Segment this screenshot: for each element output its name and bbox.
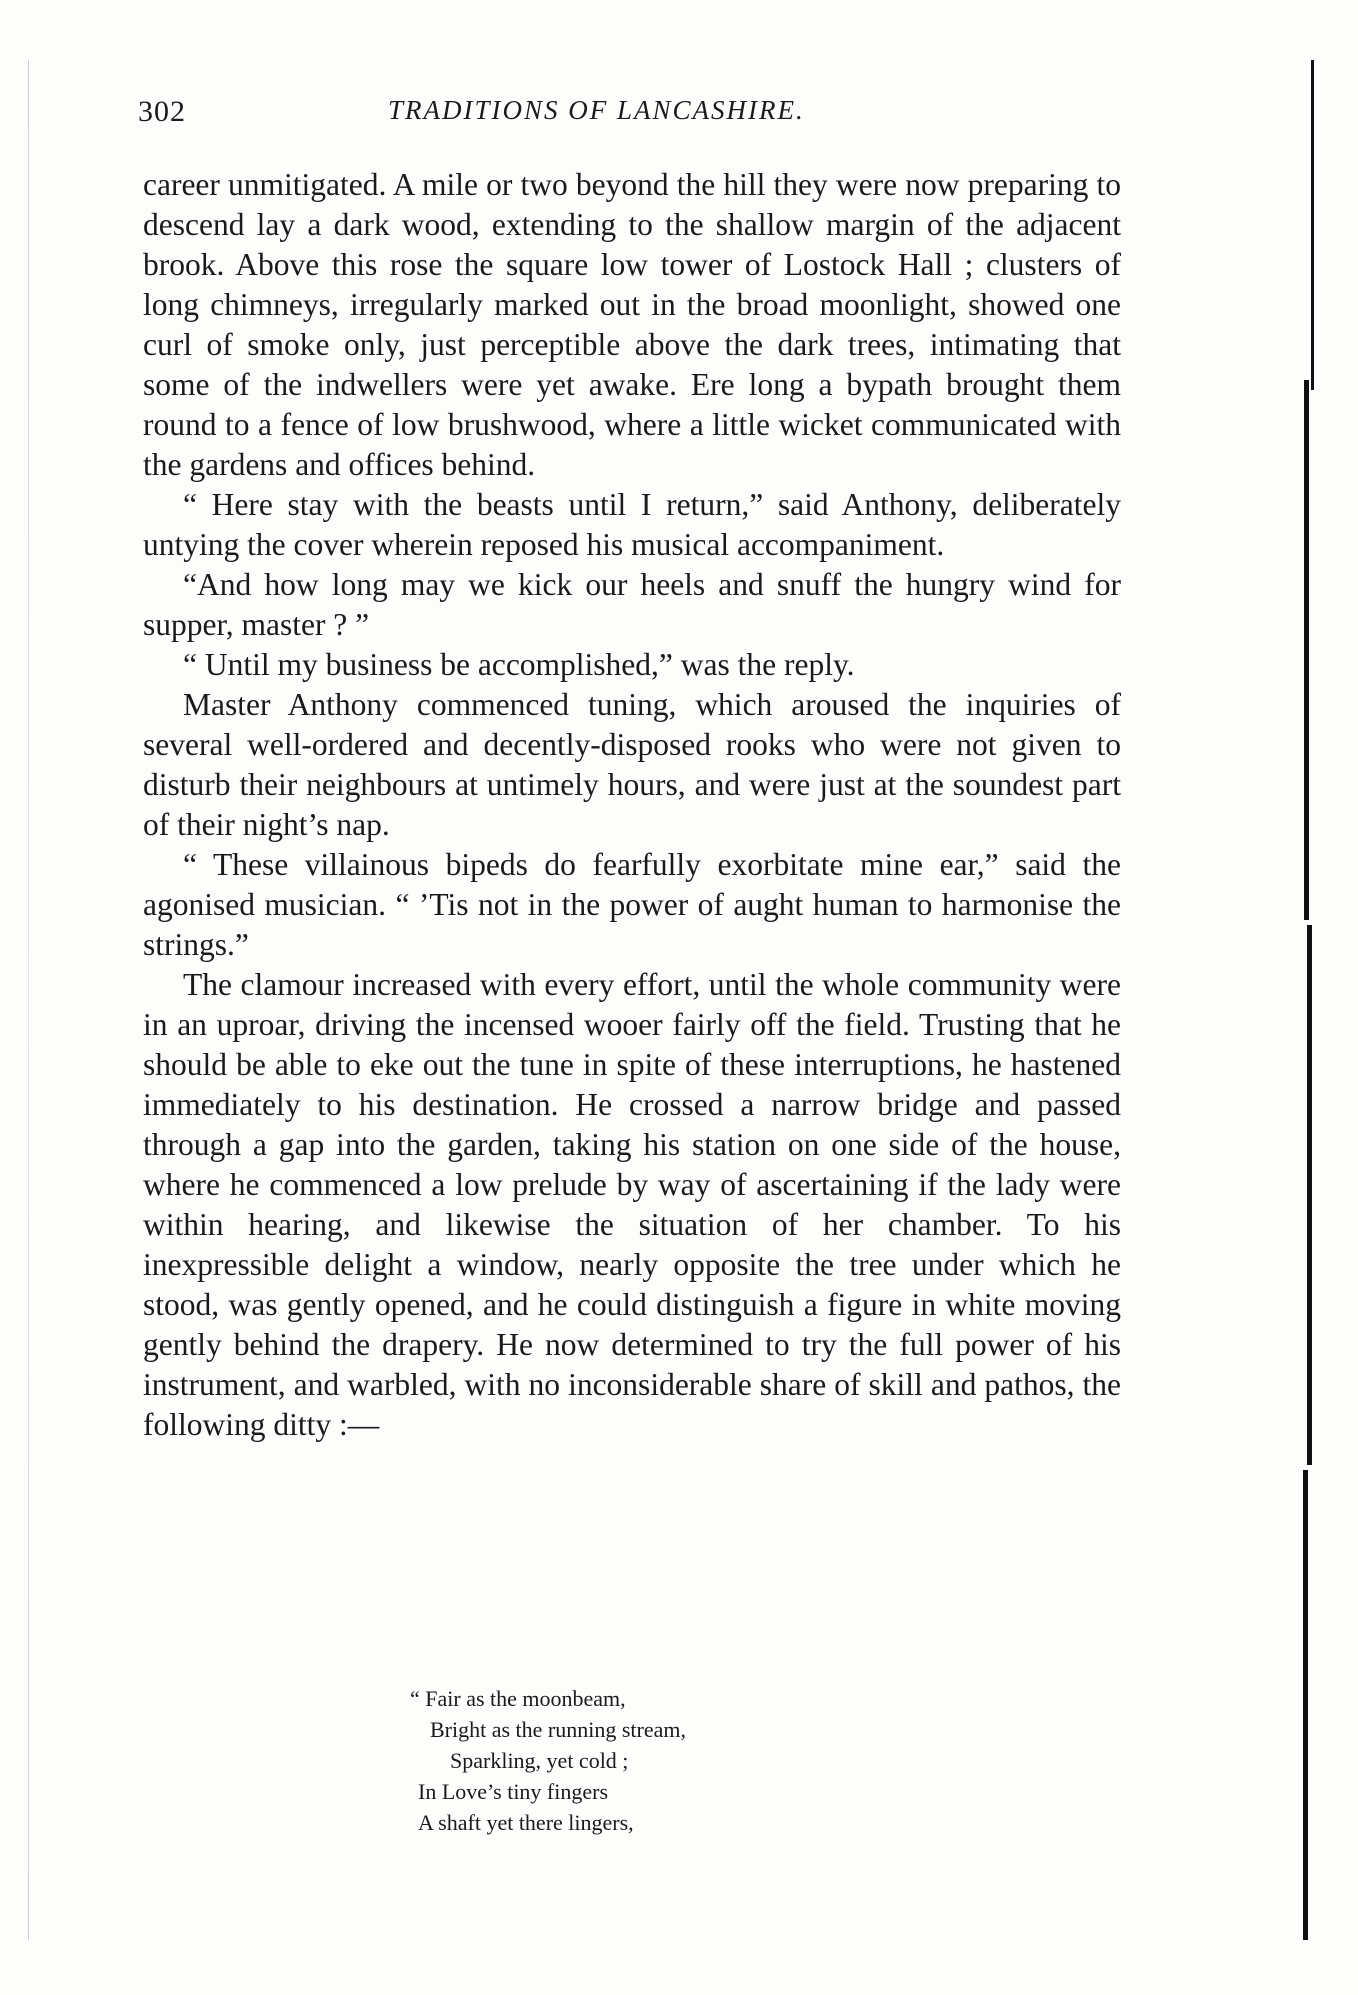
poem-line: A shaft yet there lingers, xyxy=(418,1810,634,1835)
poem-verse xyxy=(410,1683,686,1838)
page-number: 302 xyxy=(138,95,186,128)
poem-line: In Love’s tiny fingers xyxy=(418,1779,609,1804)
binding-edge-mark xyxy=(1311,60,1314,390)
poem-line: Bright as the running stream, xyxy=(430,1717,687,1742)
running-title: TRADITIONS OF LANCASHIRE. xyxy=(388,95,805,125)
page-header xyxy=(138,95,1118,135)
paragraph: career unmitigated. A mile or two beyond the hill they were now preparing to descend lay a dark wood, extending to the shallow margin of the adjacent brook. Above this rose the square low tower of Lostock Hall ; clusters of long chimneys, irregularly marked out in the broad moonlight, showed one curl of smoke only, just perceptible above the dark trees, intimating that some of the indwellers were yet awake. Ere long a bypath brought them round to a fence of low brushwood, where a little wicket communicated with the gardens and offices behind. xyxy=(143,167,1121,482)
paragraph: “ Until my business be accomplished,” was the reply. xyxy=(183,647,855,682)
binding-edge-mark xyxy=(1304,380,1309,920)
binding-edge-mark xyxy=(1307,925,1312,1465)
binding-edge-mark xyxy=(1303,1470,1308,1940)
paragraph: “ These villainous bipeds do fearfully exorbitate mine ear,” said the agonised musician. “ ’Tis not in the power of aught human to harmonise the strings.” xyxy=(143,847,1121,962)
poem-line: Sparkling, yet cold ; xyxy=(450,1748,629,1773)
poem-line: “ Fair as the moonbeam, xyxy=(410,1686,626,1711)
body-text xyxy=(143,165,1121,1445)
paragraph: “And how long may we kick our heels and snuff the hungry wind for supper, master ? ” xyxy=(143,567,1121,642)
paragraph: Master Anthony commenced tuning, which aroused the inquiries of several well-ordered and decently-disposed rooks who were not given to disturb their neighbours at untimely hours, and were just at the soundest part of their night’s nap. xyxy=(143,687,1121,842)
scan-edge-line xyxy=(28,60,29,1940)
paragraph: The clamour increased with every effort, until the whole community were in an uproar, driving the incensed wooer fairly off the field. Trusting that he should be able to eke out the tune in spite of these interruptions, he hastened immediately to his destination. He crossed a narrow bridge and passed through a gap into the garden, taking his station on one side of the house, where he commenced a low prelude by way of ascertaining if the lady were within hearing, and likewise the situation of her chamber. To his inexpressible delight a window, nearly opposite the tree under which he stood, was gently opened, and he could distinguish a figure in white moving gently behind the drapery. He now determined to try the full power of his instrument, and warbled, with no inconsiderable share of skill and pathos, the following ditty :— xyxy=(143,967,1121,1442)
paragraph: “ Here stay with the beasts until I return,” said Anthony, deliberately untying the cover wherein reposed his musical accompaniment. xyxy=(143,487,1121,562)
